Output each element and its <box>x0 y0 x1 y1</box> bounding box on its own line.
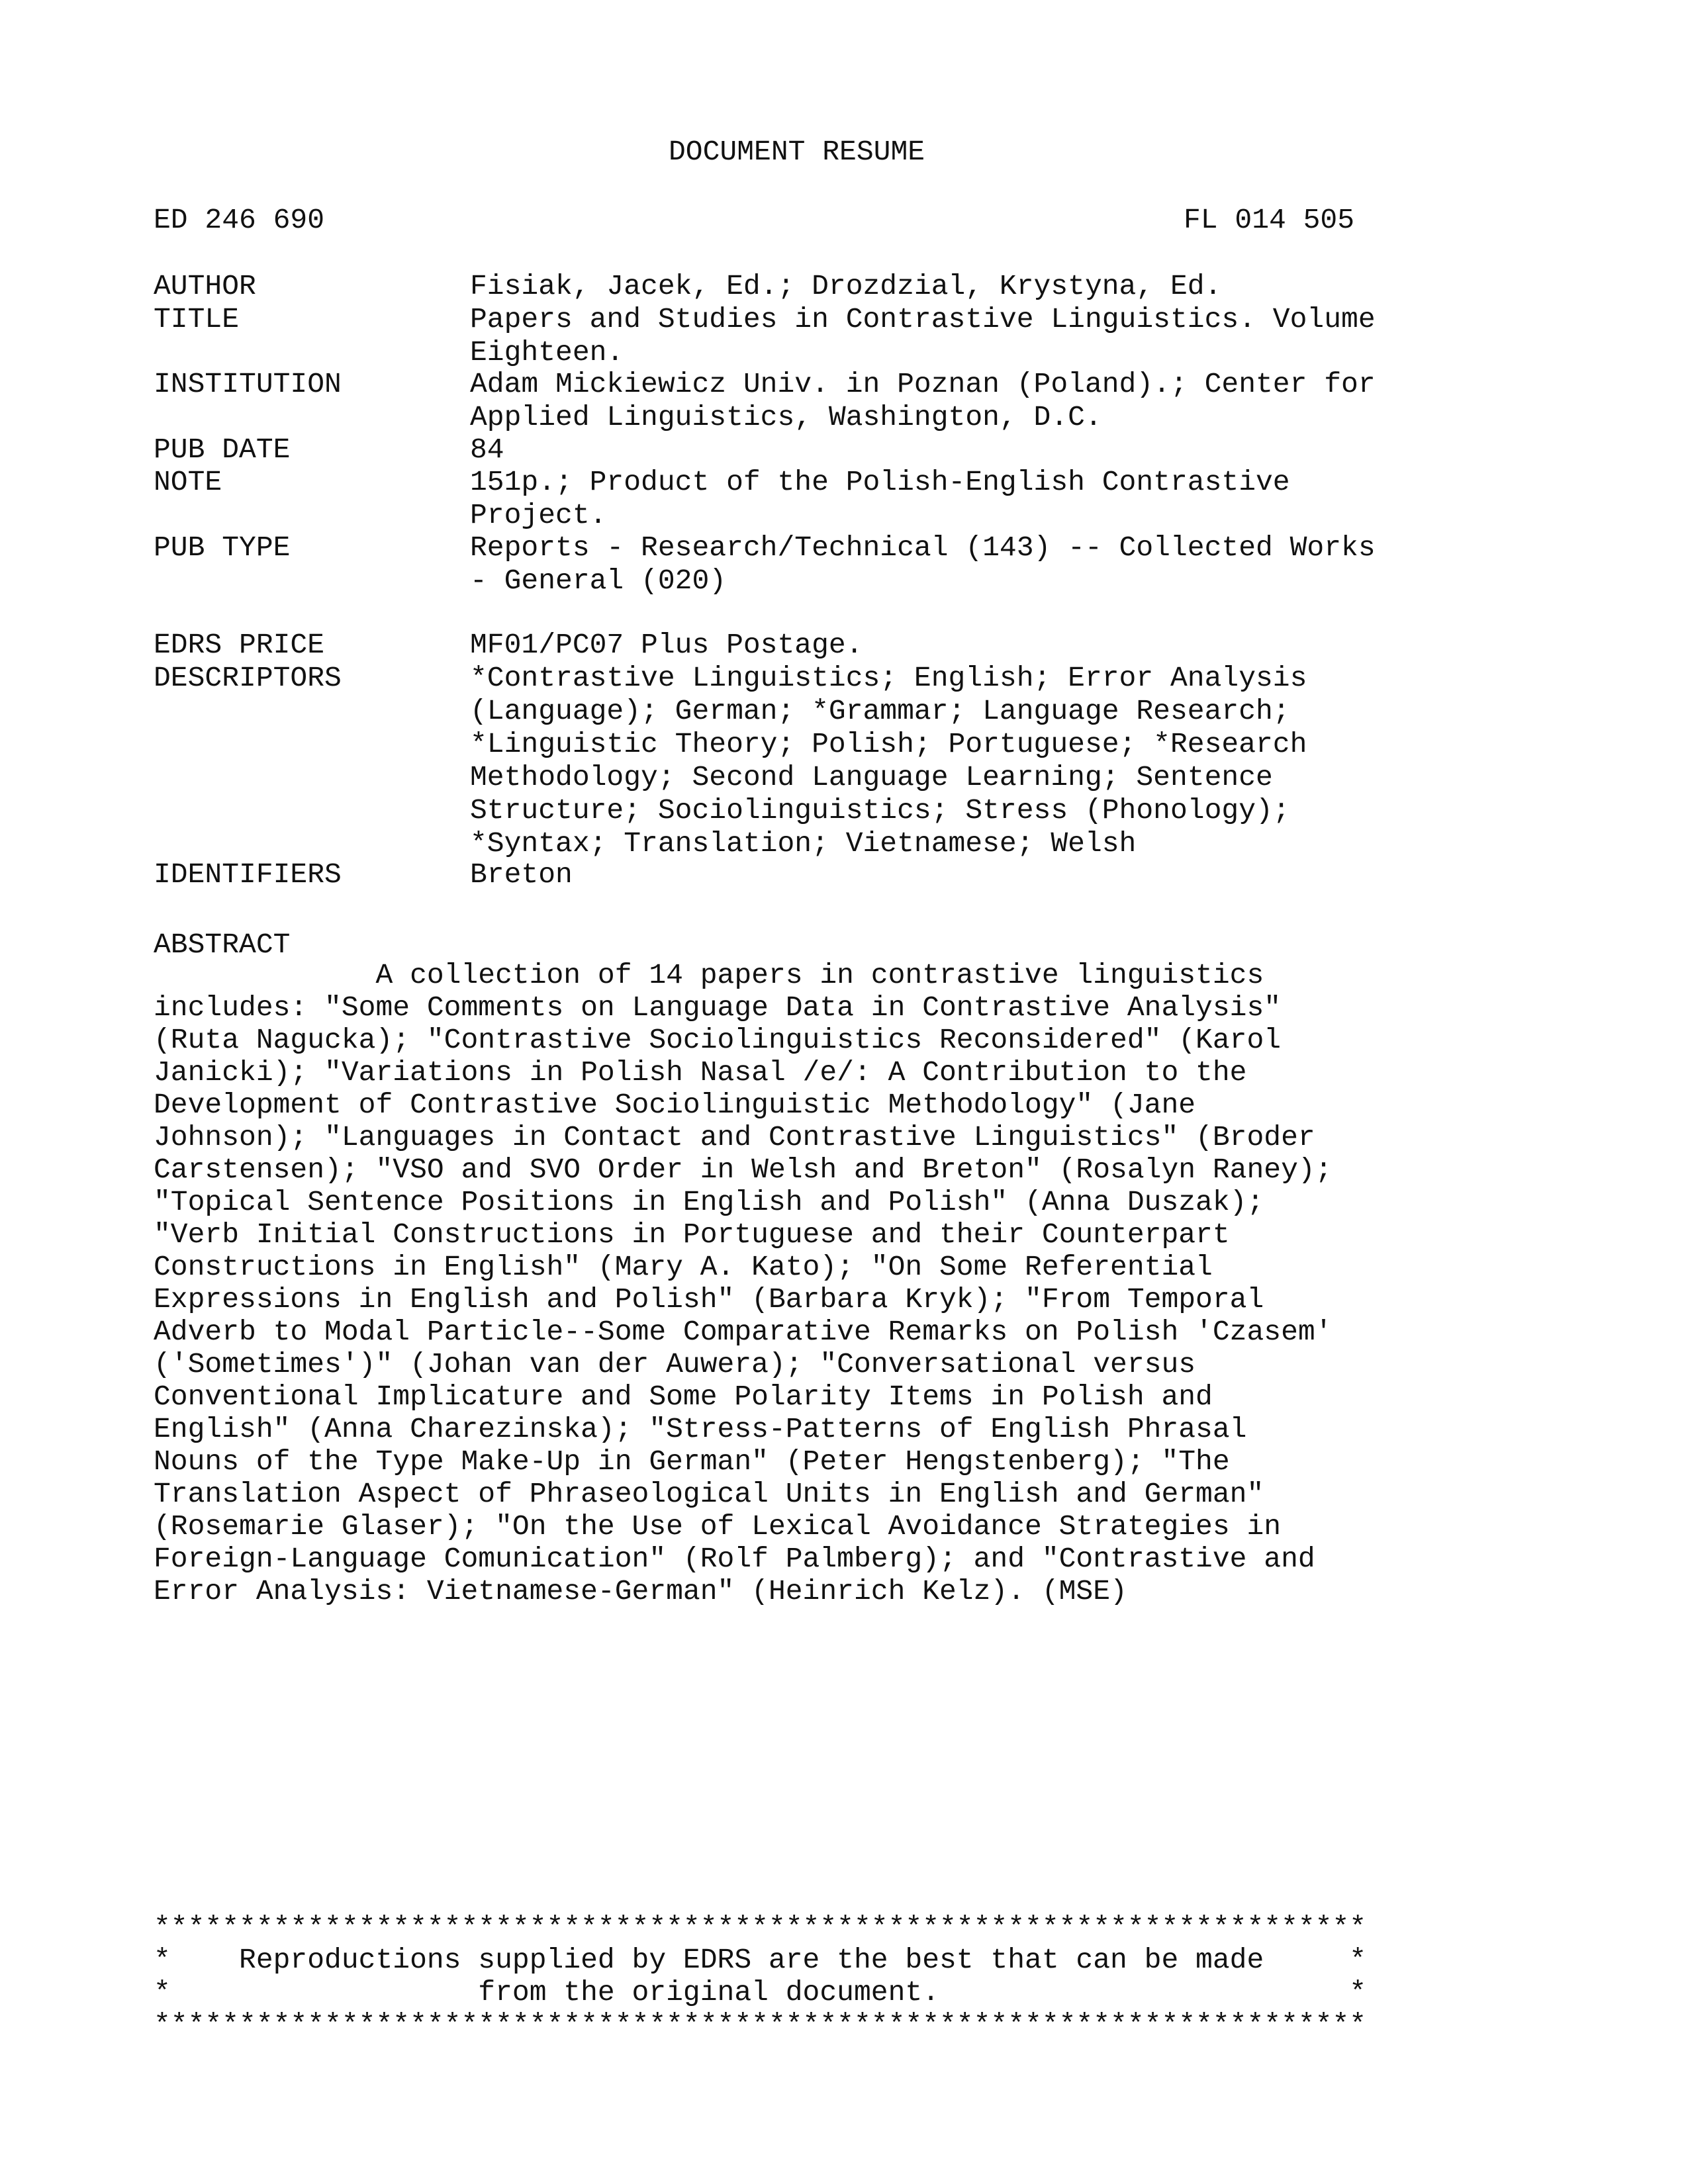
abstract-line: Adverb to Modal Particle--Some Comparative Remarks on Polish 'Czasem' <box>154 1316 1333 1348</box>
abstract-line: "Topical Sentence Positions in English and Polish" (Anna Duszak); <box>154 1186 1264 1218</box>
field-value-line: (Language); German; *Grammar; Language Research; <box>470 695 1290 727</box>
field-value-line: Reports - Research/Technical (143) -- Collected Works <box>470 531 1376 564</box>
field-value-line: *Linguistic Theory; Polish; Portuguese; *Research <box>470 728 1307 760</box>
field-label: EDRS PRICE <box>154 629 325 661</box>
field-value-line: Structure; Sociolinguistics; Stress (Phonology); <box>470 794 1290 827</box>
field-value-line: 151p.; Product of the Polish-English Contrastive <box>470 466 1290 498</box>
abstract-line: Conventional Implicature and Some Polarity Items in Polish and <box>154 1381 1213 1413</box>
edrs-reproduction-notice <box>154 1911 1366 2041</box>
field-value-line: Eighteen. <box>470 336 624 369</box>
field-label: PUB DATE <box>154 433 291 466</box>
ed-accession-number: ED 246 690 <box>154 204 325 236</box>
field-label: INSTITUTION <box>154 368 342 400</box>
abstract-line: Error Analysis: Vietnamese-German" (Heinrich Kelz). (MSE) <box>154 1575 1127 1608</box>
field-value-line: *Contrastive Linguistics; English; Error Analysis <box>470 662 1307 694</box>
field-value-line: MF01/PC07 Plus Postage. <box>470 629 863 661</box>
field-value-line: *Syntax; Translation; Vietnamese; Welsh <box>470 827 1137 860</box>
asterisk-border: *********************************************************************** <box>154 2009 1367 2041</box>
abstract-line: (Rosemarie Glaser); "On the Use of Lexical Avoidance Strategies in <box>154 1510 1282 1543</box>
asterisk-border: *********************************************************************** <box>154 1911 1367 1944</box>
abstract-label: ABSTRACT <box>154 929 291 961</box>
field-label: IDENTIFIERS <box>154 858 342 891</box>
abstract-line: "Verb Initial Constructions in Portuguese and their Counterpart <box>154 1218 1230 1251</box>
field-value-line: - General (020) <box>470 565 727 597</box>
notice-line: * from the original document. * <box>154 1976 1367 2009</box>
abstract-line: Nouns of the Type Make-Up in German" (Peter Hengstenberg); "The <box>154 1445 1230 1478</box>
abstract-line: Johnson); "Languages in Contact and Contrastive Linguistics" (Broder <box>154 1121 1315 1154</box>
field-label: PUB TYPE <box>154 531 291 564</box>
abstract-line: (Ruta Nagucka); "Contrastive Sociolinguistics Reconsidered" (Karol <box>154 1024 1282 1056</box>
fl-clearinghouse-number: FL 014 505 <box>1184 204 1355 236</box>
notice-line: * Reproductions supplied by EDRS are the best that can be made * <box>154 1944 1367 1976</box>
abstract-line: includes: "Some Comments on Language Data in Contrastive Analysis" <box>154 991 1282 1024</box>
field-label: DESCRIPTORS <box>154 662 342 694</box>
field-label: AUTHOR <box>154 270 256 302</box>
abstract-line: Expressions in English and Polish" (Barbara Kryk); "From Temporal <box>154 1283 1264 1316</box>
abstract-line: Carstensen); "VSO and SVO Order in Welsh and Breton" (Rosalyn Raney); <box>154 1154 1333 1186</box>
document-title: DOCUMENT RESUME <box>669 136 925 168</box>
field-value-line: Fisiak, Jacek, Ed.; Drozdzial, Krystyna, Ed. <box>470 270 1222 302</box>
abstract-line: Foreign-Language Comunication" (Rolf Palmberg); and "Contrastive and <box>154 1543 1315 1575</box>
field-label: TITLE <box>154 303 240 336</box>
abstract-line: ('Sometimes')" (Johan van der Auwera); "Conversational versus <box>154 1348 1196 1381</box>
abstract-line: English" (Anna Charezinska); "Stress-Patterns of English Phrasal <box>154 1413 1247 1445</box>
abstract-line: Translation Aspect of Phraseological Units in English and German" <box>154 1478 1264 1510</box>
field-value-line: 84 <box>470 433 504 466</box>
abstract-line: A collection of 14 papers in contrastive linguistics <box>154 959 1264 991</box>
abstract-line: Constructions in English" (Mary A. Kato); "On Some Referential <box>154 1251 1213 1283</box>
field-value-line: Project. <box>470 499 607 531</box>
field-label: NOTE <box>154 466 222 498</box>
field-value-line: Methodology; Second Language Learning; Sentence <box>470 761 1273 794</box>
field-value-line: Adam Mickiewicz Univ. in Poznan (Poland).; Center for <box>470 368 1376 400</box>
abstract-line: Development of Contrastive Sociolinguistic Methodology" (Jane <box>154 1089 1196 1121</box>
abstract-line: Janicki); "Variations in Polish Nasal /e/: A Contribution to the <box>154 1056 1247 1089</box>
abstract-body <box>154 959 1333 1608</box>
field-value-line: Breton <box>470 858 573 891</box>
field-value-line: Applied Linguistics, Washington, D.C. <box>470 401 1102 433</box>
field-value-line: Papers and Studies in Contrastive Linguistics. Volume <box>470 303 1376 336</box>
